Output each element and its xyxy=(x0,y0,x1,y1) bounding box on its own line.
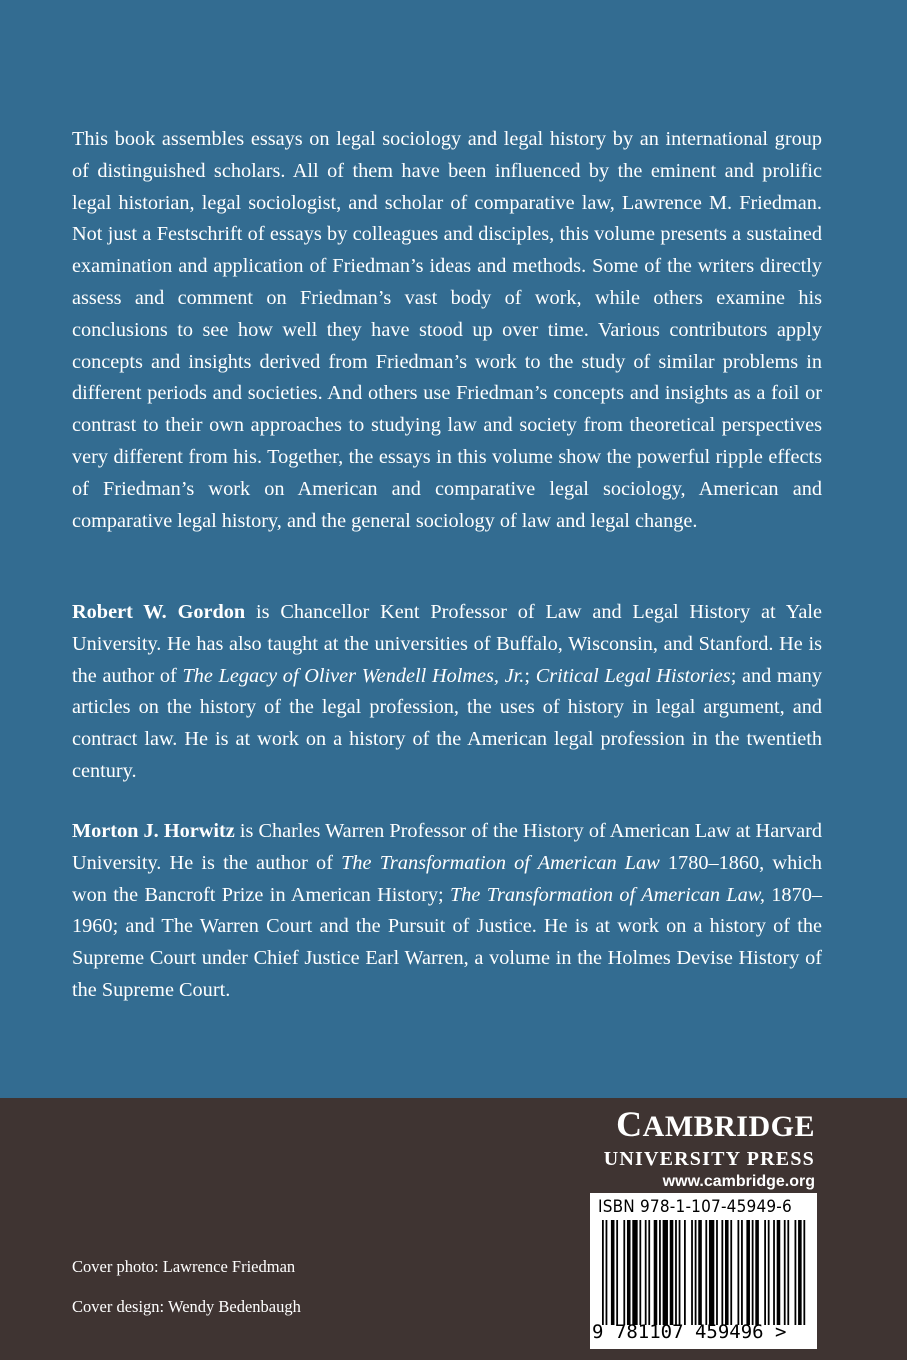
barcode-bar xyxy=(659,1220,661,1325)
barcode-bar xyxy=(698,1220,702,1325)
book-title: The Transformation of American Law, xyxy=(450,883,765,906)
barcode-bar xyxy=(632,1220,637,1325)
isbn-number: ISBN 978-1-107-45949-6 xyxy=(598,1197,792,1217)
barcode-bar xyxy=(675,1220,677,1325)
barcode-bar xyxy=(768,1220,770,1325)
book-title: The Transformation of American Law xyxy=(341,851,660,874)
barcode-bar xyxy=(654,1220,658,1325)
author-name: Robert W. Gordon xyxy=(72,601,246,623)
barcode-bar xyxy=(695,1220,697,1325)
barcode-bars xyxy=(602,1220,807,1325)
bio-text: 1780–1860, which won the Bancroft Prize in American History; xyxy=(72,851,822,906)
author-bio-gordon xyxy=(72,597,822,788)
barcode-bar xyxy=(730,1220,732,1325)
barcode-bar xyxy=(663,1220,668,1325)
barcode-bar xyxy=(684,1220,686,1325)
book-title: The Legacy of Oliver Wendell Holmes, Jr. xyxy=(182,664,525,687)
barcode-bar xyxy=(737,1220,739,1325)
barcode-bar xyxy=(764,1220,766,1325)
book-description: This book assembles essays on legal sociology and legal history by an international group of distinguished scholars. All of them have been influenced by the eminent and prolific legal historian, legal sociologist, and scholar of comparative law, Lawrence M. Friedman. Not just a Festschrift of essays by colleagues and disciples, this volume presents a sustained examination and application of Friedman’s ideas and methods. Some of the writers directly assess and comment on Friedman’s vast body of work, while others examine his conclusions to see how well they have stood up over time. Various contributors apply concepts and insights derived from Friedman’s work to the study of similar problems in different periods and societies. And others use Friedman’s concepts and insights as a foil or contrast to their own approaches to studying law and society from theoretical perspectives very different from his. Together, the essays in this volume show the powerful ripple effects of Friedman’s work on American and comparative legal sociology, American and comparative legal history, and the general sociology of law and legal change. xyxy=(72,128,822,532)
publisher-url: www.cambridge.org xyxy=(662,1173,815,1190)
barcode-bar xyxy=(627,1220,631,1325)
barcode-bar xyxy=(679,1220,681,1325)
bio-text: is Charles Warren Professor of the History of American Law at Harvard University. He is the author of xyxy=(72,820,822,874)
bio-text: is Chancellor Kent Professor of Law and Legal History at Yale University. He has also taught at the universities of Buffalo, Wisconsin, and Stanford. He is the author of xyxy=(72,601,822,687)
barcode-bar xyxy=(773,1220,775,1325)
barcode-bar xyxy=(741,1220,743,1325)
barcode-bar xyxy=(787,1220,789,1325)
barcode-bar xyxy=(755,1220,759,1325)
barcode-digits: 9 781107 459496 > xyxy=(592,1321,787,1343)
barcode-bar xyxy=(670,1220,674,1325)
barcode-bar xyxy=(777,1220,781,1325)
barcode-bar xyxy=(798,1220,802,1325)
bio-text: ; xyxy=(524,664,536,687)
barcode-bar xyxy=(803,1220,805,1325)
publisher-press-line: UNIVERSITY PRESS xyxy=(603,1148,815,1170)
barcode-bar xyxy=(639,1220,641,1325)
barcode-bar xyxy=(784,1220,786,1325)
barcode-bar xyxy=(746,1220,750,1325)
bio-text: 1870–1960; and The Warren Court and the Pursuit of Justice. He is at work on a history of the Supreme Court under Chief Justice Earl Warren, a volume in the Holmes Devise History of the Supreme Court. xyxy=(72,883,822,1001)
bio-text: ; and many articles on the history of the legal profession, the uses of history in legal argument, and contract law. He is at work on a history of the American legal profession in the twentieth century. xyxy=(72,664,822,782)
barcode-bar xyxy=(645,1220,647,1325)
publisher-logo xyxy=(604,1104,815,1193)
barcode-bar xyxy=(623,1220,625,1325)
barcode-bar xyxy=(725,1220,729,1325)
barcode-bar xyxy=(611,1220,615,1325)
cover-design-credit: Cover design: Wendy Bedenbaugh xyxy=(72,1297,301,1316)
author-name: Morton J. Horwitz xyxy=(72,820,235,842)
cover-photo-credit: Cover photo: Lawrence Friedman xyxy=(72,1257,296,1276)
barcode-bar xyxy=(602,1220,604,1325)
barcode-bar xyxy=(606,1220,608,1325)
barcode-bar xyxy=(648,1220,650,1325)
barcode-bar xyxy=(691,1220,693,1325)
barcode-bar xyxy=(752,1220,754,1325)
barcode-bar xyxy=(716,1220,718,1325)
book-title: Critical Legal Histories xyxy=(535,664,731,687)
author-bio-horwitz xyxy=(72,816,822,1007)
isbn-barcode xyxy=(590,1193,817,1349)
publisher-name: CAMBRIDGE xyxy=(616,1104,815,1144)
barcode-bar xyxy=(616,1220,618,1325)
barcode-bar xyxy=(721,1220,723,1325)
barcode-bar xyxy=(795,1220,797,1325)
barcode-bar xyxy=(705,1220,707,1325)
barcode-bar xyxy=(709,1220,714,1325)
